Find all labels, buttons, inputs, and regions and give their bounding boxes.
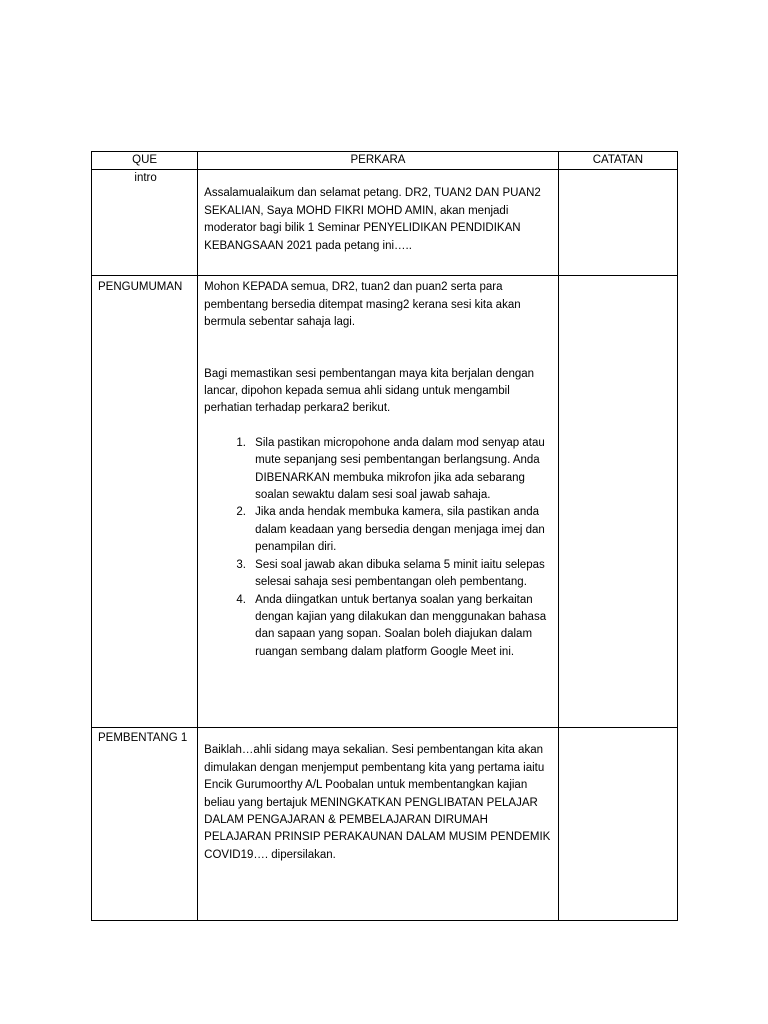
table-row [92, 170, 678, 276]
catatan-cell [558, 170, 677, 276]
header-catatan: CATATAN [558, 152, 677, 170]
paragraph: Baiklah…ahli sidang maya sekalian. Sesi pembentangan kita akan dimulakan dengan menjemput pembentang kita yang pertama iaitu Encik Gurumoorthy A/L Poobalan untuk membentangkan kajian beliau yang bertajuk MENINGKATKAN PENGLIBATAN PELAJAR DALAM PENGAJARAN & PEMBELAJARAN DIRUMAH PELAJARAN PRINSIP PERAKAUNAN DALAM MUSIM PENDEMIK COVID19…. dipersilakan. [204, 744, 551, 861]
que-cell: PEMBENTANG 1 [92, 728, 198, 921]
que-cell: PENGUMUMAN [92, 276, 198, 728]
table-row [92, 728, 678, 921]
perkara-cell [198, 276, 559, 728]
list-item: 4. Anda diingatkan untuk bertanya soalan yang berkaitan dengan kajian yang dilakukan dan menggunakan bahasa dan sapaan yang sopan. Soalan boleh diajukan dalam ruangan sembang dalam platform Google Meet ini. [249, 592, 552, 662]
instruction-list [204, 435, 552, 661]
paragraph: Bagi memastikan sesi pembentangan maya kita berjalan dengan lancar, dipohon kepada semua ahli sidang untuk mengambil perhatian terhadap perkara2 berikut. [204, 367, 535, 415]
list-item: 1. Sila pastikan micropohone anda dalam mod senyap atau mute sepanjang sesi pembentangan berlangsung. Anda DIBENARKAN membuka mikrofon jika ada sebarang soalan sewaktu dalam sesi soal jawab sahaja. [249, 435, 552, 505]
perkara-cell [198, 170, 559, 276]
table-header-row [92, 152, 678, 170]
list-item: 3. Sesi soal jawab akan dibuka selama 5 minit iaitu selepas selesai sahaja sesi pembentangan oleh pembentang. [249, 557, 552, 592]
list-item: 2. Jika anda hendak membuka kamera, sila pastikan anda dalam keadaan yang bersedia dengan menjaga imej dan penampilan diri. [249, 504, 552, 556]
catatan-cell [558, 276, 677, 728]
catatan-cell [558, 728, 677, 921]
paragraph: Assalamualaikum dan selamat petang. DR2, TUAN2 DAN PUAN2 SEKALIAN, Saya MOHD FIKRI MOHD AMIN, akan menjadi moderator bagi bilik 1 Seminar PENYELIDIKAN PENDIDIKAN KEBANGSAAN 2021 pada petang ini….. [204, 187, 541, 252]
perkara-cell [198, 728, 559, 921]
moderator-script-table [91, 151, 678, 921]
que-cell: intro [92, 170, 198, 276]
table-row [92, 276, 678, 728]
header-que: QUE [92, 152, 198, 170]
header-perkara: PERKARA [198, 152, 559, 170]
paragraph: Mohon KEPADA semua, DR2, tuan2 dan puan2 serta para pembentang bersedia ditempat masing2 kerana sesi kita akan bermula sebentar sahaja lagi. [204, 281, 521, 329]
